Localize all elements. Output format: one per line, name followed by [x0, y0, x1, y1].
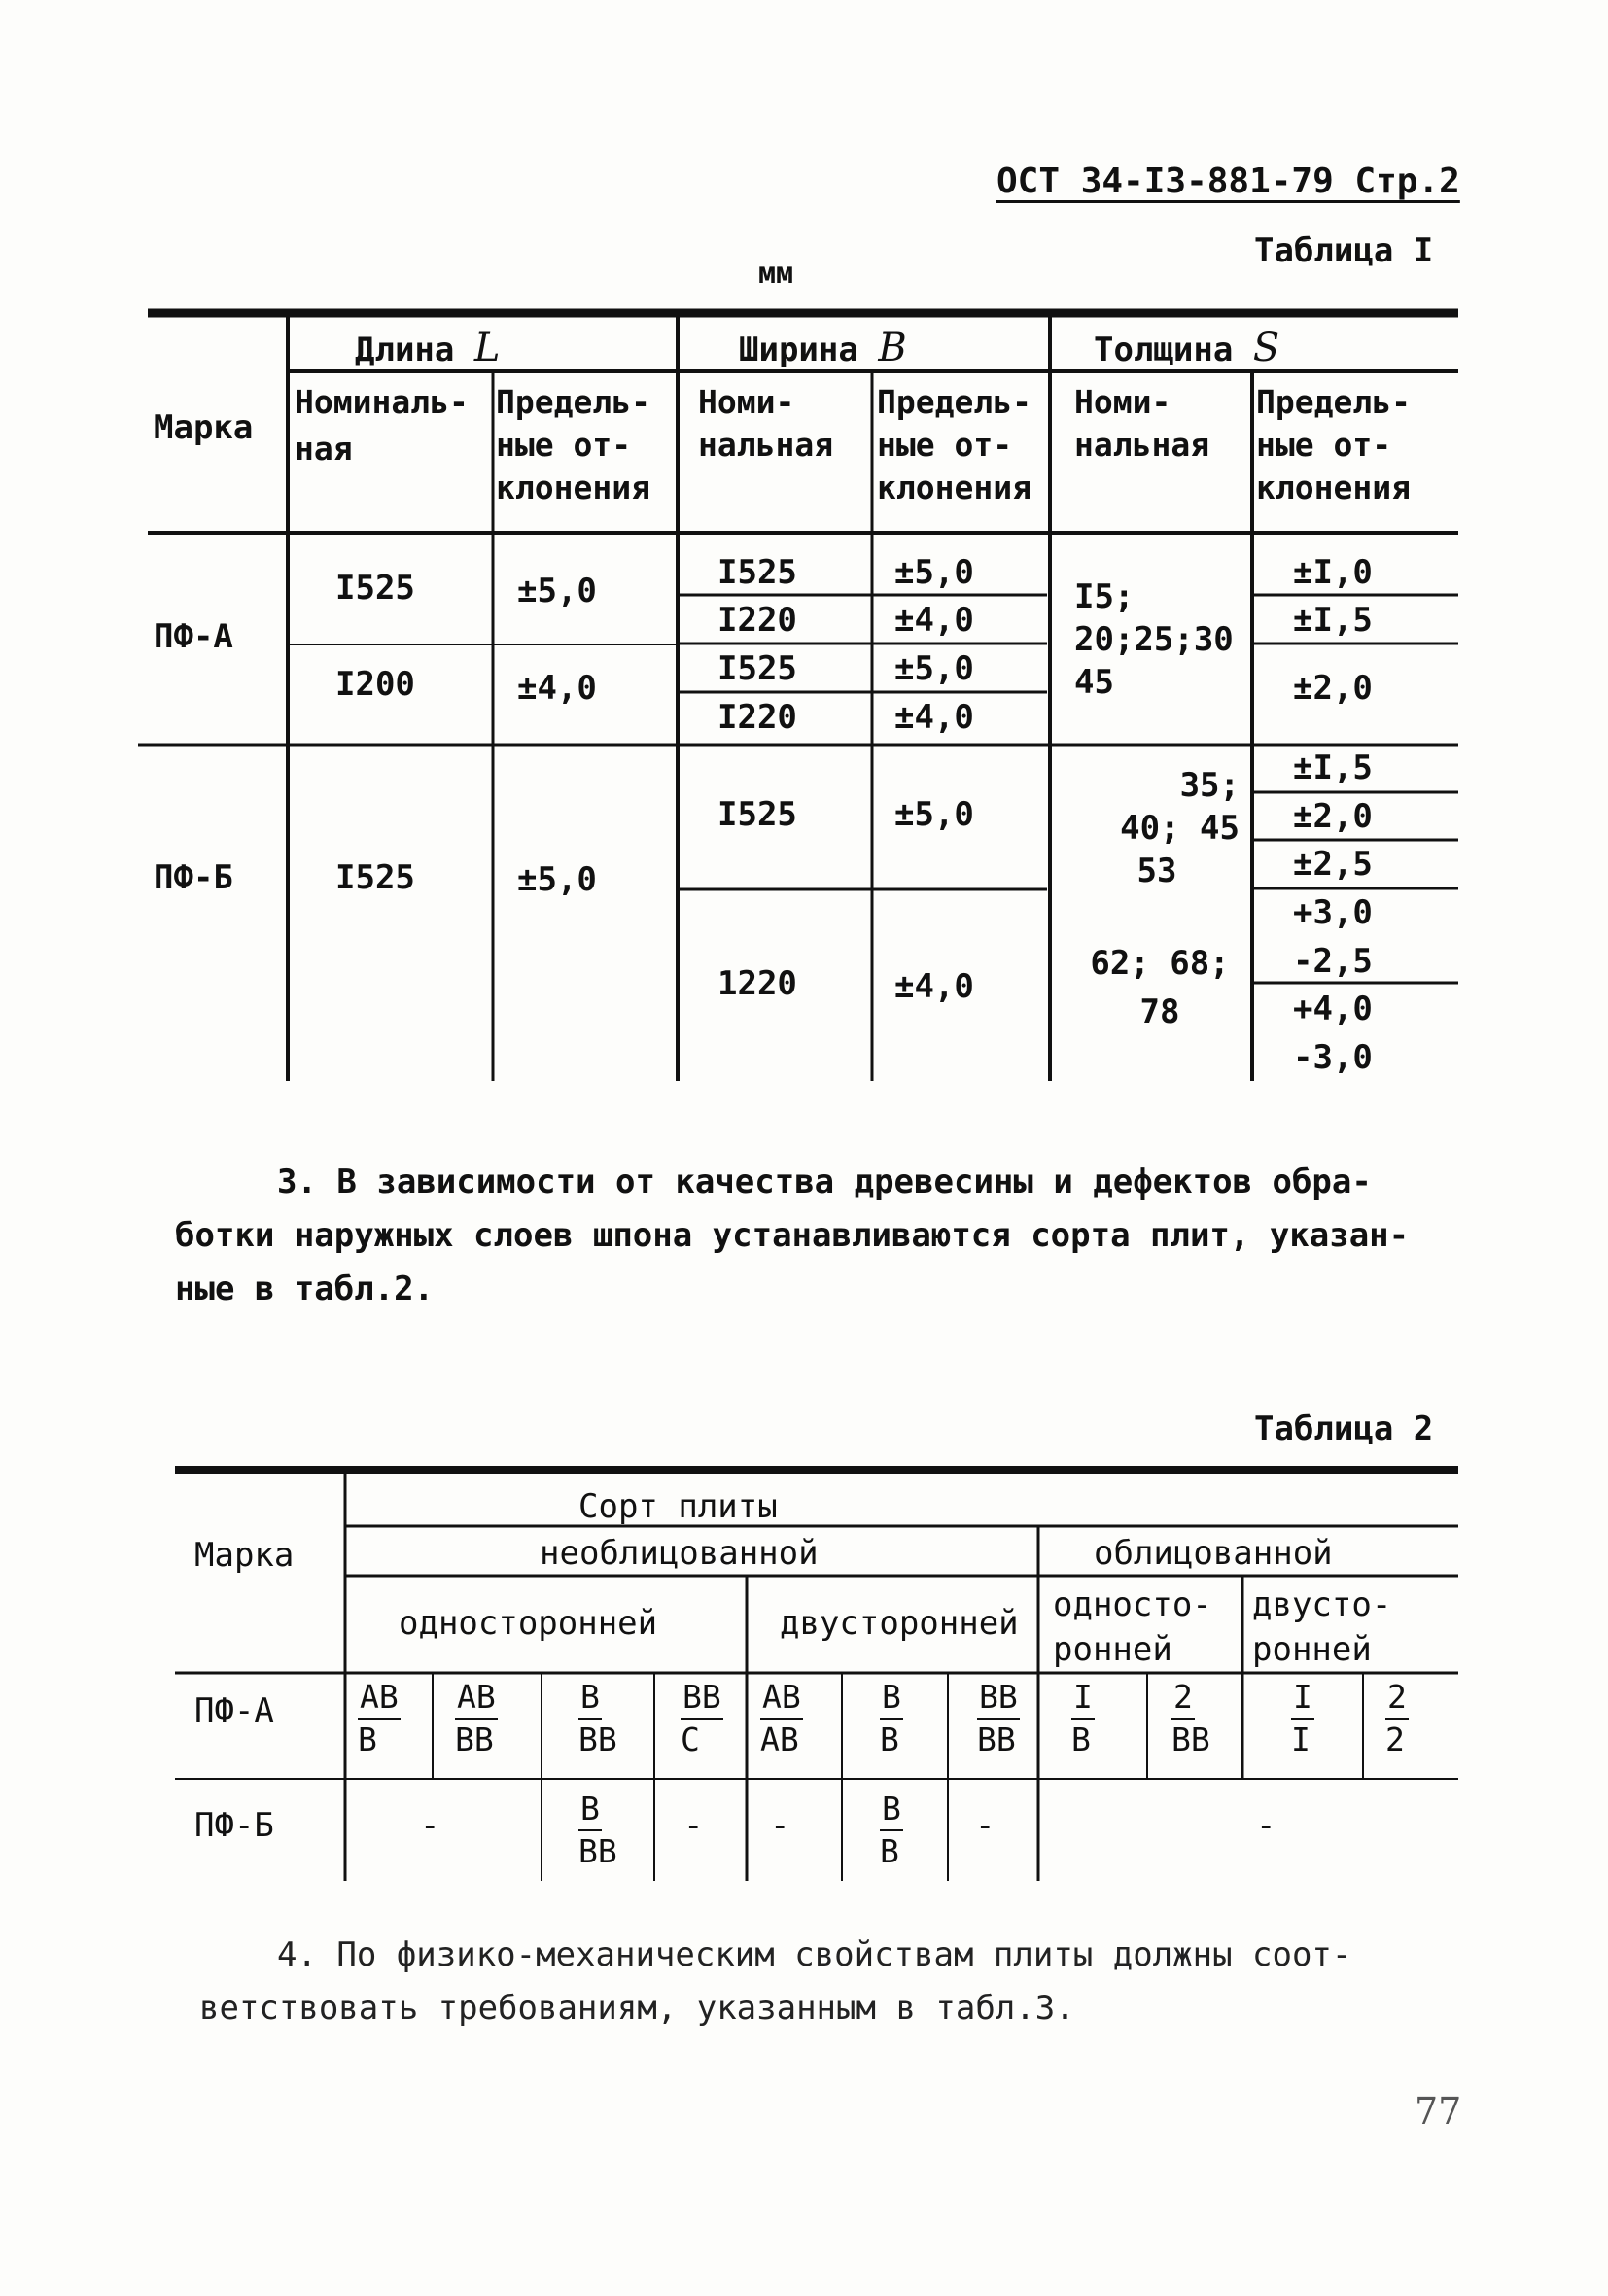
t1-pfa-length-1: I525 — [335, 569, 415, 608]
t1-pfa-width-1: I525 — [717, 553, 797, 592]
t2-pfb-dash-5: - — [1256, 1806, 1276, 1845]
t1-pfa-thickness-line2: 20;25;30 — [1074, 620, 1234, 659]
t1-pfa-width-4: I220 — [717, 698, 797, 737]
t1-header-deviation-line1: Предель- — [877, 383, 1031, 421]
t2-fraction-denominator: BB — [578, 1832, 617, 1870]
t2-fraction-denominator: BB — [578, 1721, 617, 1758]
t2-fraction-numerator: I — [1291, 1677, 1314, 1720]
t2-pfa-cell-6 — [880, 1677, 903, 1760]
t2-pfb-dash-4: - — [975, 1806, 996, 1845]
t1-pfa-width-dev-3: ±5,0 — [894, 649, 974, 688]
t1-pfa-thickness-line1: I5; — [1074, 577, 1135, 616]
paragraph-4-line1: 4. По физико-механическим свойствам плиты должны соот- — [277, 1935, 1352, 1974]
t1-pfb-marka: ПФ-Б — [154, 858, 233, 897]
t2-header-faced-two-sided — [1252, 1583, 1391, 1672]
t1-pfa-width-dev-2: ±4,0 — [894, 601, 974, 640]
t1-pfb-thickness-1-line3: 53 — [1136, 852, 1177, 890]
t2-pfb-dash-3: - — [770, 1806, 790, 1845]
t1-header-nominal-line1: Номи- — [698, 383, 795, 421]
paragraph-4-line2: ветствовать требованиям, указанным в табл.3. — [199, 1989, 1075, 2028]
t2-header-faced-one-sided — [1053, 1583, 1212, 1672]
t1-header-deviation-line2: ные от- — [496, 426, 632, 464]
t2-pfb-dash-1: - — [420, 1806, 440, 1845]
t1-header-deviation-line1: Предель- — [496, 383, 650, 421]
t1-pfa-width-dev-4: ±4,0 — [894, 698, 974, 737]
t2-fraction-numerator: B — [880, 1789, 903, 1831]
t2-fraction-numerator: AB — [358, 1677, 401, 1720]
t2-fraction-denominator: B — [880, 1721, 899, 1758]
t1-header-deviation-line2: ные от- — [877, 426, 1013, 464]
t2-header-two-sided: двусторонней — [780, 1604, 1019, 1643]
t1-pfa-width-dev-1: ±5,0 — [894, 553, 974, 592]
t1-header-width-symbol: B — [878, 326, 907, 370]
document-code: ОСТ 34-I3-881-79 Стр.2 — [996, 161, 1460, 201]
t2-pfa-cell-8 — [1071, 1677, 1095, 1760]
t1-pfa-thickness-line3: 45 — [1074, 663, 1114, 702]
t2-pfa-cell-1 — [358, 1677, 401, 1760]
t2-pfa-cell-4 — [681, 1677, 723, 1760]
t1-pfa-width-2: I220 — [717, 601, 797, 640]
table1-unit: мм — [758, 257, 794, 291]
t1-pfb-thickness-2-line2: 78 — [1139, 992, 1180, 1031]
t1-header-thickness-text: Толщина — [1094, 330, 1234, 369]
t1-header-length-symbol: L — [473, 326, 501, 370]
t2-pfb-cell-frac-2 — [880, 1789, 903, 1872]
t1-header-thickness-symbol: S — [1252, 326, 1280, 370]
t1-pfb-length: I525 — [335, 858, 415, 897]
t2-header-faced-one-line1: односто- — [1053, 1585, 1212, 1624]
t1-header-deviation-line3: клонения — [1256, 469, 1411, 506]
t1-pfb-thickness-1-line1: 35; — [1179, 766, 1240, 805]
t1-pfb-thickness-dev-6: +4,0 — [1293, 990, 1373, 1028]
t1-pfb-thickness-dev-4: +3,0 — [1293, 893, 1373, 932]
t1-pfb-thickness-1-line2: 40; 45 — [1120, 809, 1240, 848]
t1-pfb-thickness-dev-5: -2,5 — [1293, 942, 1373, 981]
t1-header-marka: Марка — [154, 408, 254, 447]
t1-header-nominal-line2: нальная — [698, 426, 834, 464]
t2-pfa-cell-9 — [1171, 1677, 1210, 1760]
table2-label: Таблица 2 — [1254, 1409, 1434, 1448]
t2-fraction-denominator: BB — [977, 1721, 1016, 1758]
t2-pfa-cell-11 — [1385, 1677, 1409, 1760]
t1-pfb-width-1: I525 — [717, 795, 797, 834]
t2-header-marka: Марка — [194, 1536, 295, 1575]
t1-pfb-thickness-dev-7: -3,0 — [1293, 1038, 1373, 1077]
t2-header-faced-two-line1: двусто- — [1252, 1585, 1392, 1624]
t2-pfb-marka: ПФ-Б — [194, 1806, 274, 1845]
t2-fraction-denominator: I — [1291, 1721, 1311, 1758]
t2-fraction-numerator: AB — [760, 1677, 803, 1720]
t2-pfa-cell-7 — [977, 1677, 1020, 1760]
t1-pfa-length-dev-1: ±5,0 — [517, 572, 597, 610]
t2-pfb-dash-2: - — [683, 1806, 704, 1845]
t1-header-deviation-line3: клонения — [877, 469, 1031, 506]
t1-pfb-thickness-dev-3: ±2,5 — [1293, 845, 1373, 884]
t1-header-length-text: Длина — [355, 330, 455, 369]
t2-fraction-numerator: B — [578, 1677, 602, 1720]
t2-fraction-numerator: B — [578, 1789, 602, 1831]
t2-header-faced-one-line2: ронней — [1053, 1630, 1172, 1669]
t2-fraction-numerator: AB — [455, 1677, 498, 1720]
t2-fraction-numerator: 2 — [1171, 1677, 1195, 1720]
t2-fraction-denominator: AB — [760, 1721, 799, 1758]
t1-pfb-width-2: 1220 — [717, 964, 797, 1003]
t1-header-deviation-line3: клонения — [496, 469, 650, 506]
t1-pfa-width-3: I525 — [717, 649, 797, 688]
t2-fraction-denominator: 2 — [1385, 1721, 1405, 1758]
t1-header-width-text: Ширина — [739, 330, 858, 369]
t2-fraction-denominator: C — [681, 1721, 700, 1758]
t1-pfa-marka: ПФ-А — [154, 617, 233, 656]
t1-pfb-length-dev: ±5,0 — [517, 860, 597, 899]
t1-pfb-width-dev-2: ±4,0 — [894, 967, 974, 1006]
t1-pfb-thickness-dev-1: ±I,5 — [1293, 748, 1373, 787]
t1-header-nominal-line1: Номиналь- — [295, 383, 469, 421]
t2-fraction-denominator: B — [358, 1721, 377, 1758]
t1-pfb-thickness-2-line1: 62; 68; — [1090, 944, 1230, 983]
t2-fraction-numerator: 2 — [1385, 1677, 1409, 1720]
t1-pfa-thickness-dev-1: ±I,0 — [1293, 553, 1373, 592]
t2-pfa-cell-10 — [1291, 1677, 1314, 1760]
t1-pfa-thickness-dev-2: ±I,5 — [1293, 601, 1373, 640]
t2-pfa-cell-2 — [455, 1677, 498, 1760]
t2-pfa-marka: ПФ-А — [194, 1691, 274, 1730]
t1-pfb-width-dev-1: ±5,0 — [894, 795, 974, 834]
t2-header-faced-two-line2: ронней — [1252, 1630, 1372, 1669]
t2-fraction-numerator: I — [1071, 1677, 1095, 1720]
paragraph-3-line1: 3. В зависимости от качества древесины и дефектов обра- — [277, 1163, 1372, 1201]
t2-fraction-denominator: B — [880, 1832, 899, 1870]
t2-fraction-denominator: B — [1071, 1721, 1091, 1758]
t2-fraction-numerator: BB — [681, 1677, 723, 1720]
t2-header-one-sided: односторонней — [399, 1604, 658, 1643]
table1-label: Таблица I — [1254, 231, 1434, 270]
t2-fraction-denominator: BB — [455, 1721, 494, 1758]
t2-fraction-numerator: BB — [977, 1677, 1020, 1720]
paragraph-3-line3: ные в табл.2. — [175, 1270, 435, 1308]
t1-pfb-thickness-dev-2: ±2,0 — [1293, 797, 1373, 836]
t2-header-unfaced: необлицованной — [540, 1534, 819, 1573]
t2-header-sort: Сорт плиты — [578, 1487, 778, 1526]
t1-header-nominal-line1: Номи- — [1074, 383, 1171, 421]
page-number: 77 — [1415, 2090, 1462, 2133]
t2-header-faced: облицованной — [1094, 1534, 1333, 1573]
t1-header-deviation-line2: ные от- — [1256, 426, 1392, 464]
t2-pfa-cell-3 — [578, 1677, 617, 1760]
t2-fraction-numerator: B — [880, 1677, 903, 1720]
t1-pfa-length-2: I200 — [335, 665, 415, 704]
t2-pfb-cell-frac-1 — [578, 1789, 617, 1872]
t2-fraction-denominator: BB — [1171, 1721, 1210, 1758]
t1-header-nominal-line2: нальная — [1074, 426, 1210, 464]
t1-header-deviation-line1: Предель- — [1256, 383, 1411, 421]
t1-pfa-thickness-dev-3: ±2,0 — [1293, 669, 1373, 708]
t2-pfa-cell-5 — [760, 1677, 803, 1760]
paragraph-3-line2: ботки наружных слоев шпона устанавливаются сорта плит, указан- — [175, 1216, 1410, 1255]
t1-header-nominal-line2: ная — [295, 430, 353, 468]
t1-pfa-length-dev-2: ±4,0 — [517, 669, 597, 708]
